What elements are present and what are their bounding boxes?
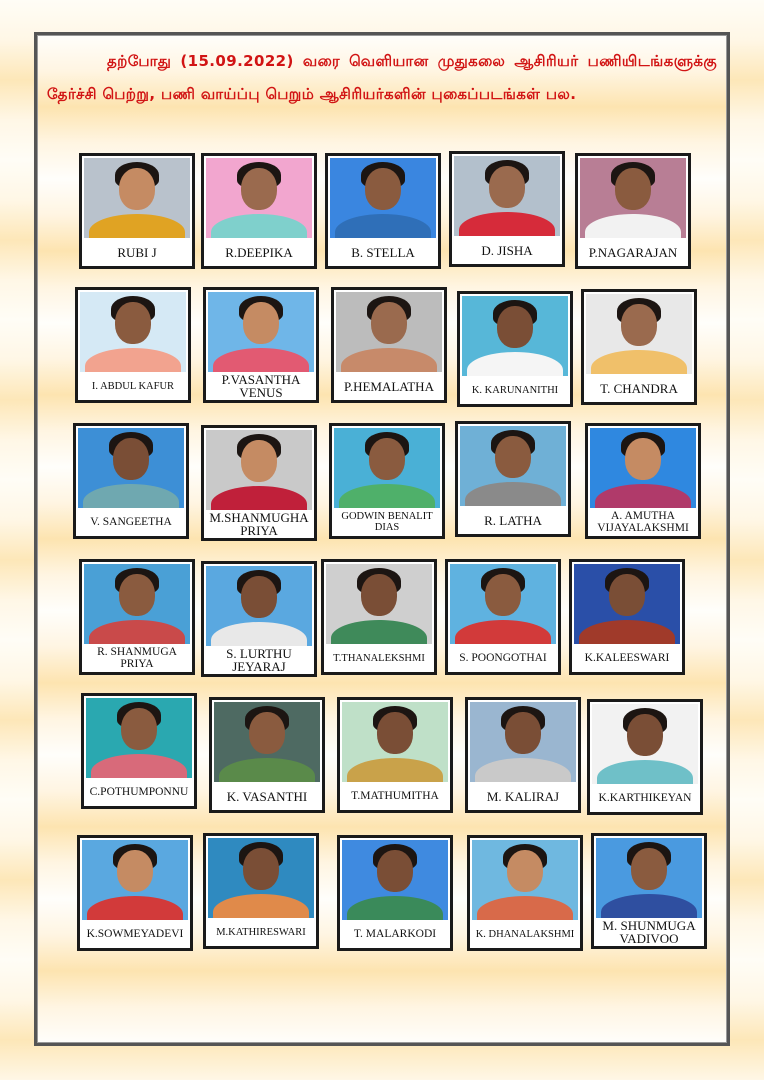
teacher-photo (462, 296, 568, 376)
teacher-photo (586, 294, 692, 374)
teacher-photo (208, 838, 314, 918)
teacher-photo (80, 292, 186, 372)
teacher-name: R.DEEPIKA (225, 244, 293, 260)
teacher-name: B. STELLA (351, 244, 415, 260)
teacher-card (203, 833, 319, 949)
teacher-name: K.KARTHIKEYAN (598, 792, 692, 804)
teacher-card (465, 697, 581, 813)
teacher-name: T.MATHUMITHA (351, 790, 439, 802)
teacher-photo (336, 292, 442, 372)
teacher-name: A. AMUTHA VIJAYALAKSHMI (597, 510, 689, 534)
teacher-card (575, 153, 691, 269)
teacher-card (581, 289, 697, 405)
teacher-photo (326, 564, 432, 644)
teacher-name: S. POONGOTHAI (459, 652, 547, 664)
teacher-name: R. SHANMUGA PRIYA (97, 646, 177, 670)
teacher-name: K.SOWMEYADEVI (86, 928, 184, 940)
teacher-name: P.VASANTHA VENUS (221, 372, 301, 400)
teacher-photo (330, 158, 436, 238)
teacher-photo (460, 426, 566, 506)
teacher-photo (84, 158, 190, 238)
teacher-card (591, 833, 707, 949)
teacher-name: D. JISHA (481, 242, 533, 258)
teacher-name: T. CHANDRA (600, 380, 678, 396)
teacher-card (569, 559, 685, 675)
teacher-photo (590, 428, 696, 508)
teacher-photo (206, 566, 312, 646)
teacher-photo (86, 698, 192, 778)
teacher-card (75, 287, 191, 403)
teacher-photo (334, 428, 440, 508)
teacher-photo (214, 702, 320, 782)
teacher-photo (470, 702, 576, 782)
teacher-card (77, 835, 193, 951)
teacher-card (73, 423, 189, 539)
teacher-card (201, 561, 317, 677)
teacher-card (445, 559, 561, 675)
teacher-photo (84, 564, 190, 644)
header-caption: தற்போது (15.09.2022) வரை வெளியான முதுகலை ஆசிரியர் பணியிடங்களுக்கு தேர்ச்சி பெற்று, பணி வாய்ப்பு பெறும் ஆசிரியர்களின் புகைப்படங்கள் பல. (47, 52, 717, 103)
teacher-card (455, 421, 571, 537)
teacher-card (321, 559, 437, 675)
teacher-photo (208, 292, 314, 372)
teacher-photo (78, 428, 184, 508)
teacher-card (325, 153, 441, 269)
header-text (47, 45, 717, 111)
teacher-name: M.KATHIRESWARI (216, 926, 306, 938)
teacher-photo (342, 702, 448, 782)
teacher-photo (450, 564, 556, 644)
teacher-name: P.NAGARAJAN (588, 244, 678, 260)
teacher-photo (596, 838, 702, 918)
teacher-card (201, 153, 317, 269)
teacher-photo (580, 158, 686, 238)
teacher-name: I. ABDUL KAFUR (91, 380, 175, 392)
teacher-photo (206, 430, 312, 510)
teacher-name: K. KARUNANITHI (471, 384, 559, 396)
teacher-name: K. DHANALAKSHMI (475, 928, 575, 940)
teacher-name: R. LATHA (484, 512, 542, 528)
teacher-card (331, 287, 447, 403)
teacher-card (449, 151, 565, 267)
teacher-name: K. VASANTHI (226, 788, 308, 804)
teacher-card (467, 835, 583, 951)
teacher-card (79, 559, 195, 675)
teacher-name: M. SHUNMUGA VADIVOO (602, 918, 696, 946)
teacher-photo (472, 840, 578, 920)
teacher-card (201, 425, 317, 541)
teacher-name: M.SHANMUGHA PRIYA (209, 510, 309, 538)
teacher-photo (592, 704, 698, 784)
teacher-card (457, 291, 573, 407)
teacher-photo (454, 156, 560, 236)
teacher-card (81, 693, 197, 809)
teacher-card (209, 697, 325, 813)
teacher-card (337, 835, 453, 951)
teacher-name: T. MALARKODI (353, 928, 437, 940)
teacher-card (79, 153, 195, 269)
teacher-name: M. KALIRAJ (486, 788, 560, 804)
teacher-card (203, 287, 319, 403)
teacher-name: P.HEMALATHA (344, 378, 434, 394)
teacher-name: GODWIN BENALIT DIAS (341, 511, 433, 533)
teacher-name: S. LURTHU JEYARAJ (226, 646, 292, 674)
teacher-card (329, 423, 445, 539)
teacher-photo (206, 158, 312, 238)
teacher-card (587, 699, 703, 815)
teacher-name: RUBI J (117, 244, 157, 260)
teacher-photo (342, 840, 448, 920)
teacher-name: C.POTHUMPONNU (89, 786, 189, 798)
teacher-card (585, 423, 701, 539)
teacher-name: V. SANGEETHA (90, 516, 172, 528)
teacher-photo (82, 840, 188, 920)
teacher-name: K.KALEESWARI (584, 652, 670, 664)
teacher-card (337, 697, 453, 813)
teacher-name: T.THANALEKSHMI (333, 652, 425, 664)
teacher-photo (574, 564, 680, 644)
page-frame (34, 32, 730, 1046)
